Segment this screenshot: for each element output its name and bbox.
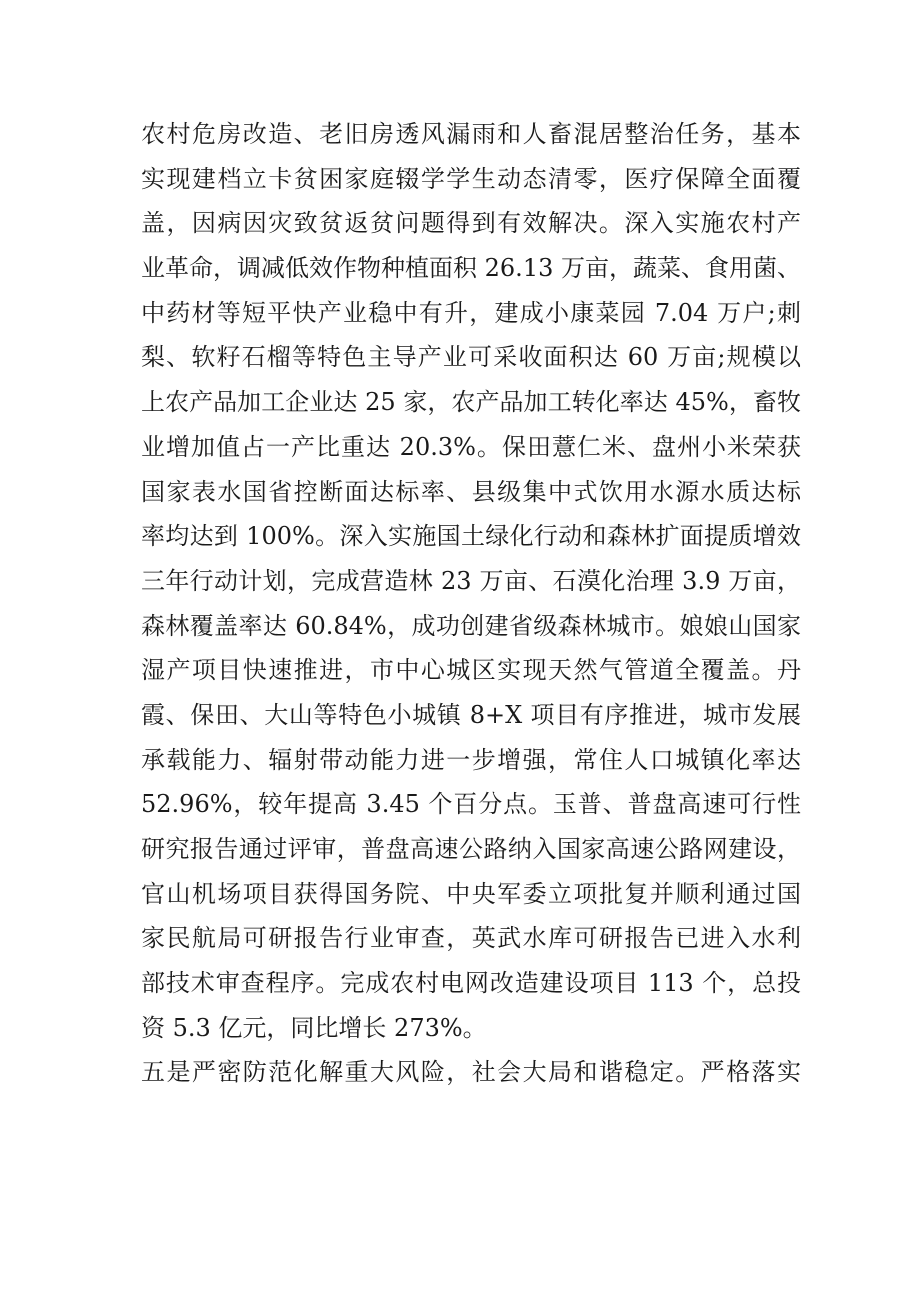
paragraph-2 bbox=[141, 1050, 801, 1095]
text-line: 三年行动计划，完成营造林 23 万亩、石漠化治理 3.9 万亩， bbox=[141, 566, 801, 595]
text-line: 盖，因病因灾致贫返贫问题得到有效解决。深入实施农村产 bbox=[141, 209, 801, 238]
text-line: 部技术审查程序。完成农村电网改造建设项目 113 个，总投 bbox=[141, 969, 801, 998]
text-line: 研究报告通过评审，普盘高速公路纳入国家高速公路网建设， bbox=[141, 835, 801, 863]
paragraph-1 bbox=[141, 112, 801, 1050]
text-line: 上农产品加工企业达 25 家，农产品加工转化率达 45%，畜牧 bbox=[141, 388, 801, 417]
text-line: 承载能力、辐射带动能力进一步增强，常住人口城镇化率达 bbox=[141, 745, 801, 774]
text-line: 农村危房改造、老旧房透风漏雨和人畜混居整治任务，基本 bbox=[141, 120, 801, 148]
text-line: 率均达到 100%。深入实施国土绿化行动和森林扩面提质增效 bbox=[141, 522, 801, 551]
text-line: 官山机场项目获得国务院、中央军委立项批复并顺利通过国 bbox=[141, 879, 801, 908]
text-line: 国家表水国省控断面达标率、县级集中式饮用水源水质达标 bbox=[141, 477, 801, 506]
document-body bbox=[141, 112, 801, 1095]
text-line: 中药材等短平快产业稳中有升，建成小康菜园 7.04 万户;刺 bbox=[141, 298, 801, 327]
text-line: 业增加值占一产比重达 20.3%。保田薏仁米、盘州小米荣获 bbox=[141, 432, 801, 461]
text-line: 五是严密防范化解重大风险，社会大局和谐稳定。严格落实 bbox=[141, 1058, 801, 1087]
text-line: 实现建档立卡贫困家庭辍学学生动态清零，医疗保障全面覆 bbox=[141, 164, 801, 193]
text-line: 梨、软籽石榴等特色主导产业可采收面积达 60 万亩;规模以 bbox=[141, 343, 801, 372]
text-line: 湿产项目快速推进，市中心城区实现天然气管道全覆盖。丹 bbox=[141, 656, 801, 685]
text-line: 森林覆盖率达 60.84%，成功创建省级森林城市。娘娘山国家 bbox=[141, 611, 801, 640]
text-line: 霞、保田、大山等特色小城镇 8+X 项目有序推进，城市发展 bbox=[141, 700, 801, 729]
text-line: 资 5.3 亿元，同比增长 273%。 bbox=[141, 1013, 487, 1042]
text-line: 家民航局可研报告行业审查，英武水库可研报告已进入水利 bbox=[141, 924, 801, 953]
text-line: 业革命，调减低效作物种植面积 26.13 万亩，蔬菜、食用菌、 bbox=[141, 254, 801, 283]
text-line: 52.96%，较年提高 3.45 个百分点。玉普、普盘高速可行性 bbox=[141, 790, 801, 819]
